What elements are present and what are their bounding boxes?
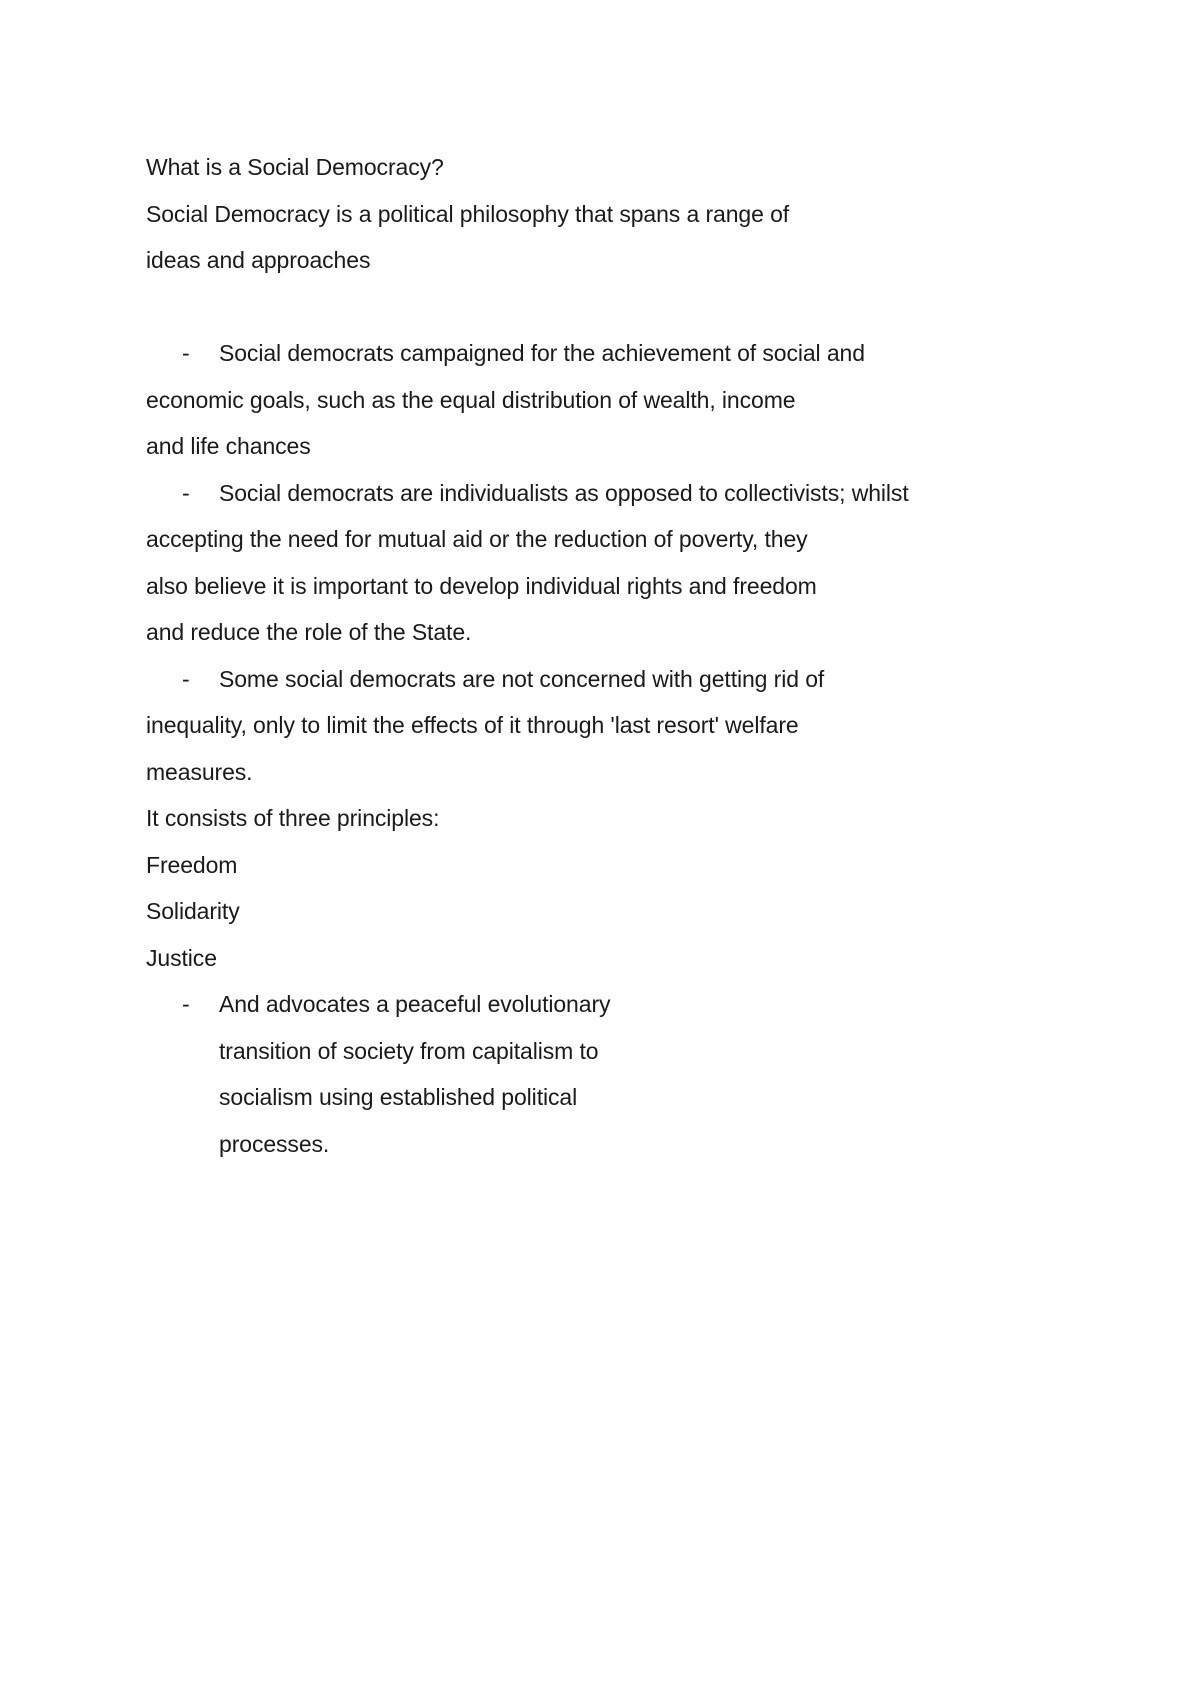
bullet-continuation: accepting the need for mutual aid or the reduction of poverty, they <box>146 526 808 552</box>
bullet-continuation: and life chances <box>146 433 311 459</box>
bullet-dash: - <box>182 991 190 1017</box>
bullet-dash: - <box>182 479 190 506</box>
bullet-item <box>146 656 1006 703</box>
bullet-continuation: economic goals, such as the equal distribution of wealth, income <box>146 386 796 413</box>
bullet-continuation-indented: processes. <box>219 1130 330 1157</box>
bullet-text: Social democrats are individualists as opposed to collectivists; whilst <box>219 479 909 506</box>
document-body <box>146 144 1006 1167</box>
bullet-continuation-indented: transition of society from capitalism to <box>219 1037 599 1064</box>
bullet-item <box>146 981 1006 1028</box>
principles-intro: It consists of three principles: <box>146 805 440 831</box>
bullet-continuation: inequality, only to limit the effects of it through 'last resort' welfare <box>146 712 799 738</box>
bullet-item <box>146 330 1006 377</box>
bullet-dash: - <box>182 665 190 692</box>
bullet-continuation: measures. <box>146 758 253 785</box>
document-title: What is a Social Democracy? <box>146 154 444 180</box>
bullet-continuation: and reduce the role of the State. <box>146 619 472 645</box>
principle-item: Justice <box>146 944 217 971</box>
principle-item: Solidarity <box>146 898 240 924</box>
bullet-text: And advocates a peaceful evolutionary <box>219 991 611 1017</box>
intro-line: Social Democracy is a political philosophy that spans a range of <box>146 200 790 227</box>
bullet-continuation: also believe it is important to develop individual rights and freedom <box>146 572 817 599</box>
bullet-continuation-indented: socialism using established political <box>219 1084 578 1110</box>
bullet-item <box>146 470 1006 517</box>
bullet-dash: - <box>182 340 190 366</box>
bullet-text: Social democrats campaigned for the achievement of social and <box>219 340 865 366</box>
intro-line: ideas and approaches <box>146 247 371 273</box>
blank-line <box>146 284 1006 331</box>
bullet-text: Some social democrats are not concerned with getting rid of <box>219 665 825 692</box>
principle-item: Freedom <box>146 851 238 878</box>
